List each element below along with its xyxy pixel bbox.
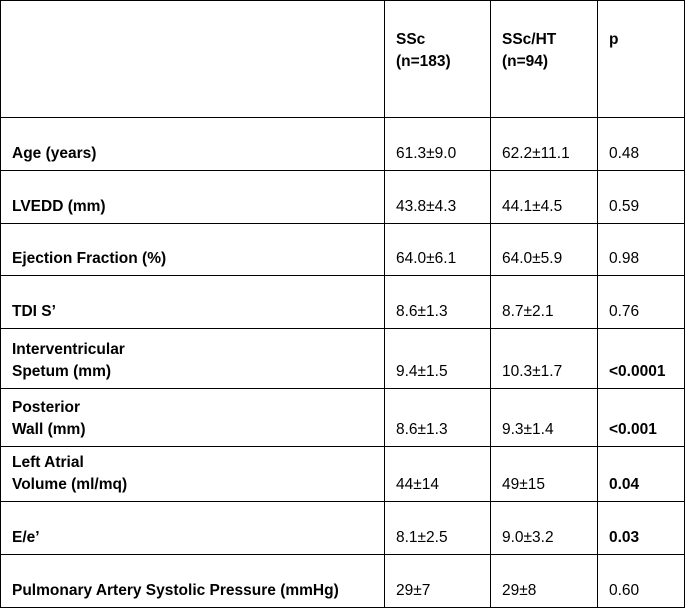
ssc-value: 43.8±4.3 — [385, 171, 491, 224]
row-label: Pulmonary Artery Systolic Pressure (mmHg) — [1, 555, 385, 608]
ssc-value: 44±14 — [385, 447, 491, 502]
table-row — [1, 555, 685, 608]
p-value: <0.0001 — [598, 329, 685, 389]
p-value: 0.76 — [598, 276, 685, 329]
p-value: 0.03 — [598, 502, 685, 555]
header-cell-ssc-ht: SSc/HT (n=94) — [491, 1, 598, 118]
ssc-value: 61.3±9.0 — [385, 118, 491, 171]
p-value: <0.001 — [598, 389, 685, 447]
ssc-value: 8.1±2.5 — [385, 502, 491, 555]
header-cell-ssc: SSc (n=183) — [385, 1, 491, 118]
ssc-ht-value: 10.3±1.7 — [491, 329, 598, 389]
table-row — [1, 118, 685, 171]
row-label: Left Atrial Volume (ml/mq) — [1, 447, 385, 502]
table-row — [1, 389, 685, 447]
row-label: Interventricular Spetum (mm) — [1, 329, 385, 389]
table-row — [1, 171, 685, 224]
table-row — [1, 329, 685, 389]
p-value: 0.98 — [598, 224, 685, 276]
row-label: Posterior Wall (mm) — [1, 389, 385, 447]
ssc-ht-value: 9.0±3.2 — [491, 502, 598, 555]
row-label: Ejection Fraction (%) — [1, 224, 385, 276]
ssc-value: 64.0±6.1 — [385, 224, 491, 276]
row-label: Age (years) — [1, 118, 385, 171]
table-row — [1, 447, 685, 502]
ssc-ht-value: 29±8 — [491, 555, 598, 608]
ssc-value: 8.6±1.3 — [385, 389, 491, 447]
ssc-ht-value: 64.0±5.9 — [491, 224, 598, 276]
table-row — [1, 276, 685, 329]
row-label: E/e’ — [1, 502, 385, 555]
ssc-ht-value: 49±15 — [491, 447, 598, 502]
header-cell-empty — [1, 1, 385, 118]
p-value: 0.60 — [598, 555, 685, 608]
p-value: 0.59 — [598, 171, 685, 224]
ssc-ht-value: 44.1±4.5 — [491, 171, 598, 224]
header-cell-p: p — [598, 1, 685, 118]
ssc-value: 9.4±1.5 — [385, 329, 491, 389]
ssc-ht-value: 9.3±1.4 — [491, 389, 598, 447]
table-row — [1, 502, 685, 555]
row-label: TDI S’ — [1, 276, 385, 329]
ssc-value: 29±7 — [385, 555, 491, 608]
ssc-value: 8.6±1.3 — [385, 276, 491, 329]
row-label: LVEDD (mm) — [1, 171, 385, 224]
p-value: 0.48 — [598, 118, 685, 171]
table-row — [1, 224, 685, 276]
p-value: 0.04 — [598, 447, 685, 502]
ssc-ht-value: 62.2±11.1 — [491, 118, 598, 171]
table-header-row — [1, 1, 685, 118]
ssc-ht-value: 8.7±2.1 — [491, 276, 598, 329]
